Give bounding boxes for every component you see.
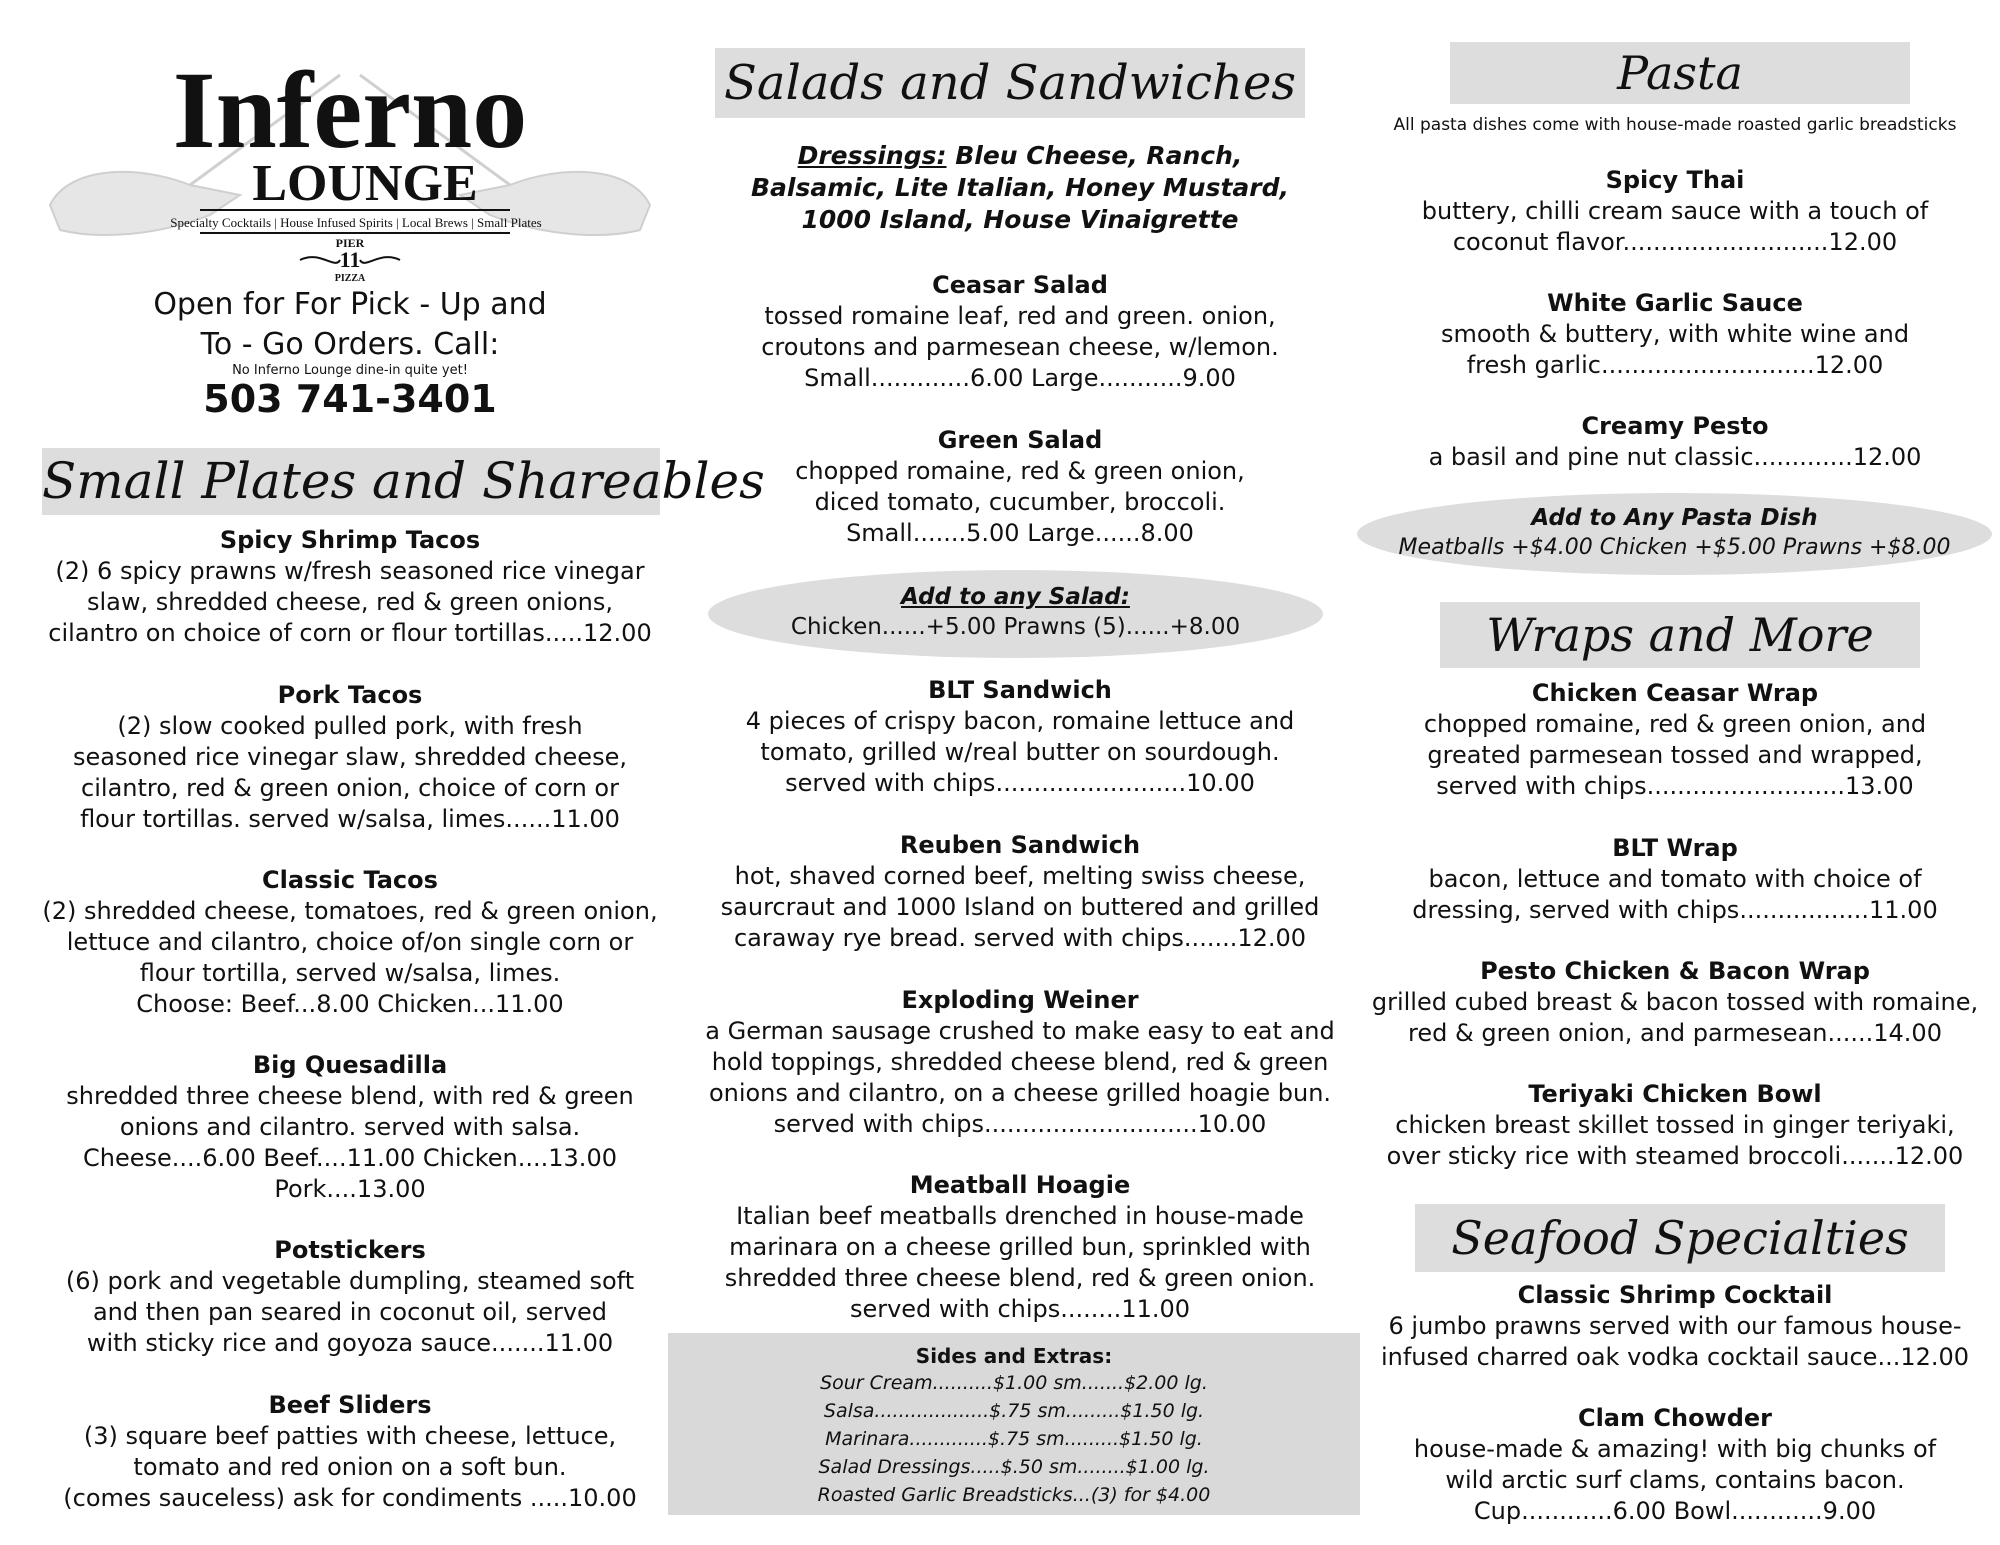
menu-item-line: Cup............6.00 Bowl............9.00 xyxy=(1473,1497,1877,1525)
menu-item-line: croutons and parmesean cheese, w/lemon. xyxy=(761,333,1279,361)
menu-item-line: a basil and pine nut classic.............12.00 xyxy=(1428,443,1922,471)
menu-item-line: red & green onion, and parmesean......14.00 xyxy=(1408,1019,1942,1047)
menu-item xyxy=(1365,165,1985,258)
menu-item xyxy=(690,675,1350,799)
menu-item-line: chopped romaine, red & green onion, and xyxy=(1423,710,1927,738)
inferno-lounge-logo xyxy=(40,55,660,285)
menu-item-description xyxy=(1365,1110,1985,1172)
menu-item-line: coconut flavor...........................12.00 xyxy=(1452,228,1898,256)
menu-item-line: onions and cilantro, on a cheese grilled hoagie bun. xyxy=(708,1079,1332,1107)
open-line-1: Open for For Pick - Up and xyxy=(153,287,547,322)
menu-item xyxy=(1365,288,1985,381)
menu-item-description xyxy=(690,706,1350,799)
menu-item-description xyxy=(1365,319,1985,381)
logo-lounge: LOUNGE xyxy=(252,155,478,212)
menu-item-line: with sticky rice and goyoza sauce.......11.00 xyxy=(86,1329,614,1357)
wraps-title: Wraps and More xyxy=(1440,602,1920,668)
menu-item-line: Cheese....6.00 Beef....11.00 Chicken....13.00 xyxy=(83,1144,617,1172)
menu-item xyxy=(1365,1280,1985,1373)
menu-item xyxy=(40,1235,660,1359)
menu-item-description xyxy=(690,861,1350,954)
menu-item-line: house-made & amazing! with big chunks of xyxy=(1413,1435,1937,1463)
menu-item xyxy=(1365,956,1985,1049)
menu-item-name: Creamy Pesto xyxy=(1581,412,1769,440)
menu-item-name: Exploding Weiner xyxy=(901,986,1139,1014)
menu-item-line: shredded three cheese blend, with red & green xyxy=(66,1082,634,1110)
menu-item-description xyxy=(1365,1434,1985,1527)
add-to-salad-line: Chicken......+5.00 Prawns (5)......+8.00 xyxy=(790,614,1241,640)
menu-item-line: onions and cilantro. served with salsa. xyxy=(119,1113,581,1141)
menu-item-name: Beef Sliders xyxy=(268,1391,432,1419)
menu-item-line: slaw, shredded cheese, red & green onions, xyxy=(87,588,613,616)
no-dine-in-note: No Inferno Lounge dine-in quite yet! xyxy=(232,363,468,378)
menu-item-name: Ceasar Salad xyxy=(932,271,1108,299)
menu-item-line: cilantro, red & green onion, choice of corn or xyxy=(81,774,619,802)
menu-item-line: (6) pork and vegetable dumpling, steamed soft xyxy=(65,1267,635,1295)
menu-item-description xyxy=(690,1201,1350,1325)
menu-item xyxy=(1365,833,1985,926)
menu-item xyxy=(40,865,660,1020)
menu-item-line: Small.............6.00 Large...........9.00 xyxy=(804,364,1236,392)
menu-item-name: Chicken Ceasar Wrap xyxy=(1531,679,1819,707)
menu-item-line: lettuce and cilantro, choice of/on single corn or xyxy=(66,928,634,956)
menu-item-line: wild arctic surf clams, contains bacon. xyxy=(1445,1466,1905,1494)
menu-item-name: Big Quesadilla xyxy=(252,1051,448,1079)
salads-title: Salads and Sandwiches xyxy=(715,48,1305,118)
menu-item-line: hot, shaved corned beef, melting swiss cheese, xyxy=(734,862,1306,890)
phone-number: 503 741-3401 xyxy=(203,377,497,421)
menu-item-description xyxy=(1365,442,1985,473)
menu-item xyxy=(1365,1403,1985,1527)
menu-item-line: saurcraut and 1000 Island on buttered and grilled xyxy=(720,893,1320,921)
menu-item-line: flour tortillas. served w/salsa, limes......11.00 xyxy=(80,805,620,833)
logo-name: Inferno xyxy=(172,55,528,171)
menu-item-description xyxy=(1365,864,1985,926)
menu-item-name: Spicy Shrimp Tacos xyxy=(219,526,481,554)
menu-item-line: a German sausage crushed to make easy to eat and xyxy=(705,1017,1335,1045)
sides-line: Salad Dressings.....$.50 sm........$1.00 lg. xyxy=(818,1456,1210,1478)
menu-item-name: Classic Shrimp Cocktail xyxy=(1517,1281,1833,1309)
menu-item-description xyxy=(40,711,660,835)
menu-item xyxy=(40,1390,660,1514)
menu-item-description xyxy=(1365,196,1985,258)
menu-item-line: tossed romaine leaf, red and green. onion, xyxy=(764,302,1276,330)
add-to-salad-ellipse xyxy=(708,570,1323,658)
menu-item-line: buttery, chilli cream sauce with a touch of xyxy=(1421,197,1929,225)
menu-item-name: Spicy Thai xyxy=(1605,166,1745,194)
menu-item-line: over sticky rice with steamed broccoli.......12.00 xyxy=(1386,1142,1964,1170)
add-to-salad-title: Add to any Salad: xyxy=(901,584,1130,610)
dressings-line-2: Balsamic, Lite Italian, Honey Mustard, xyxy=(750,173,1290,202)
menu-item-line: chicken breast skillet tossed in ginger teriyaki, xyxy=(1395,1111,1955,1139)
sides-line: Sour Cream..........$1.00 sm.......$2.00 lg. xyxy=(820,1372,1208,1394)
logo-11: 11 xyxy=(339,247,361,272)
dressings-line-1: Bleu Cheese, Ranch, xyxy=(946,141,1243,170)
menu-item-description xyxy=(40,1081,660,1205)
menu-item-line: (2) shredded cheese, tomatoes, red & green onion, xyxy=(42,897,658,925)
menu-item xyxy=(690,425,1350,549)
menu-item-name: BLT Wrap xyxy=(1612,834,1738,862)
menu-item xyxy=(40,680,660,835)
menu-item xyxy=(690,830,1350,954)
menu-item-line: cilantro on choice of corn or flour tortillas.....12.00 xyxy=(48,619,652,647)
menu-item-name: Clam Chowder xyxy=(1577,1404,1773,1432)
menu-item-line: Small.......5.00 Large......8.00 xyxy=(846,519,1194,547)
menu-item-line: served with chips..........................13.00 xyxy=(1436,772,1914,800)
menu-item-name: BLT Sandwich xyxy=(928,676,1112,704)
menu-item-line: infused charred oak vodka cocktail sauce...12.00 xyxy=(1380,1343,1970,1371)
menu-item-line: (comes sauceless) ask for condiments .....10.00 xyxy=(63,1484,637,1512)
menu-item-line: smooth & buttery, with white wine and xyxy=(1440,320,1910,348)
menu-item-name: Potstickers xyxy=(274,1236,426,1264)
menu-item-description xyxy=(40,1266,660,1359)
menu-item-line: seasoned rice vinegar slaw, shredded cheese, xyxy=(73,743,627,771)
pasta-title: Pasta xyxy=(1450,42,1910,104)
menu-item-description xyxy=(1365,987,1985,1049)
menu-item-name: Reuben Sandwich xyxy=(899,831,1141,859)
menu-item-line: 6 jumbo prawns served with our famous house- xyxy=(1388,1312,1962,1340)
menu-item-name: Classic Tacos xyxy=(262,866,438,894)
menu-item-line: chopped romaine, red & green onion, xyxy=(795,457,1245,485)
menu-item-line: tomato and red onion on a soft bun. xyxy=(133,1453,567,1481)
menu-item-name: Meatball Hoagie xyxy=(909,1171,1131,1199)
open-line-2: To - Go Orders. Call: xyxy=(200,327,500,362)
logo-pier: PIER xyxy=(335,236,365,250)
menu-item-line: grilled cubed breast & bacon tossed with romaine, xyxy=(1371,988,1979,1016)
menu-item-line: tomato, grilled w/real butter on sourdough. xyxy=(760,738,1280,766)
menu-item-line: flour tortilla, served w/salsa, limes. xyxy=(139,959,561,987)
menu-item-description xyxy=(40,556,660,649)
add-to-pasta-ellipse xyxy=(1357,493,1992,575)
menu-item-name: Green Salad xyxy=(937,426,1103,454)
add-to-pasta-title: Add to Any Pasta Dish xyxy=(1531,505,1818,531)
menu-item-description xyxy=(40,1421,660,1514)
menu-item-line: served with chips........11.00 xyxy=(849,1295,1191,1323)
menu-item-line: 4 pieces of crispy bacon, romaine lettuce and xyxy=(745,707,1295,735)
menu-item-line: shredded three cheese blend, red & green onion. xyxy=(724,1264,1316,1292)
menu-item-line: dressing, served with chips.................11.00 xyxy=(1412,896,1938,924)
seafood-title: Seafood Specialties xyxy=(1415,1204,1945,1272)
menu-item-line: served with chips.........................10.00 xyxy=(785,769,1255,797)
dressings-block xyxy=(690,140,1350,236)
dressings-label: Dressings: xyxy=(797,141,947,170)
menu-item-description xyxy=(1365,709,1985,802)
menu-item-name: Teriyaki Chicken Bowl xyxy=(1528,1080,1822,1108)
sides-list xyxy=(668,1369,1360,1509)
menu-item-line: fresh garlic............................12.00 xyxy=(1466,351,1884,379)
menu-item-line: caraway rye bread. served with chips.......12.00 xyxy=(733,924,1307,952)
menu-item xyxy=(690,1170,1350,1325)
column-salads-sandwiches xyxy=(690,0,1350,1545)
menu-item-line: bacon, lettuce and tomato with choice of xyxy=(1428,865,1922,893)
column-small-plates xyxy=(40,0,765,1545)
menu-item-line: (2) 6 spicy prawns w/fresh seasoned rice vinegar xyxy=(55,557,645,585)
menu-item-line: Italian beef meatballs drenched in house-made xyxy=(736,1202,1304,1230)
menu-item-description xyxy=(690,1016,1350,1140)
add-to-pasta-line: Meatballs +$4.00 Chicken +$5.00 Prawns +$8.00 xyxy=(1398,535,1951,560)
menu-item-name: Pesto Chicken & Bacon Wrap xyxy=(1480,957,1870,985)
menu-item-description xyxy=(1365,1311,1985,1373)
column-pasta-wraps-seafood xyxy=(1365,0,1985,1545)
sides-line: Salsa...................$.75 sm.........$1.50 lg. xyxy=(823,1400,1205,1422)
menu-item xyxy=(1365,1079,1985,1172)
menu-item xyxy=(690,985,1350,1140)
menu-item-line: Pork....13.00 xyxy=(274,1175,426,1203)
logo-tagline: Specialty Cocktails | House Infused Spirits | Local Brews | Small Plates xyxy=(170,215,542,230)
menu-item-line: (2) slow cooked pulled pork, with fresh xyxy=(117,712,583,740)
sides-line: Marinara.............$.75 sm.........$1.50 lg. xyxy=(825,1428,1203,1450)
menu-item-name: Pork Tacos xyxy=(277,681,423,709)
menu-item xyxy=(1365,678,1985,802)
menu-item-description xyxy=(40,896,660,1020)
small-plates-title: Small Plates and Shareables xyxy=(42,448,660,515)
menu-item-line: (3) square beef patties with cheese, lettuce, xyxy=(83,1422,617,1450)
menu-item-description xyxy=(690,301,1350,394)
sides-extras-box xyxy=(668,1333,1360,1515)
menu-item xyxy=(40,525,660,649)
menu-item xyxy=(40,1050,660,1205)
sides-line: Roasted Garlic Breadsticks...(3) for $4.00 xyxy=(817,1484,1211,1506)
menu-item-line: diced tomato, cucumber, broccoli. xyxy=(814,488,1226,516)
menu-item xyxy=(690,270,1350,394)
menu-item xyxy=(1365,411,1985,473)
menu-item-line: hold toppings, shredded cheese blend, red & green xyxy=(711,1048,1329,1076)
pasta-note: All pasta dishes come with house-made roasted garlic breadsticks xyxy=(1393,115,1957,135)
dressings-line-3: 1000 Island, House Vinaigrette xyxy=(801,205,1239,234)
menu-item-line: marinara on a cheese grilled bun, sprinkled with xyxy=(729,1233,1311,1261)
sides-title: Sides and Extras: xyxy=(915,1344,1113,1368)
menu-item-description xyxy=(690,456,1350,549)
menu-item-line: Choose: Beef...8.00 Chicken...11.00 xyxy=(136,990,564,1018)
menu-item-line: and then pan seared in coconut oil, served xyxy=(92,1298,608,1326)
menu-item-name: White Garlic Sauce xyxy=(1547,289,1803,317)
logo-pizza: PIZZA xyxy=(334,273,366,284)
menu-item-line: served with chips............................10.00 xyxy=(773,1110,1267,1138)
menu-item-line: greated parmesean tossed and wrapped, xyxy=(1427,741,1923,769)
